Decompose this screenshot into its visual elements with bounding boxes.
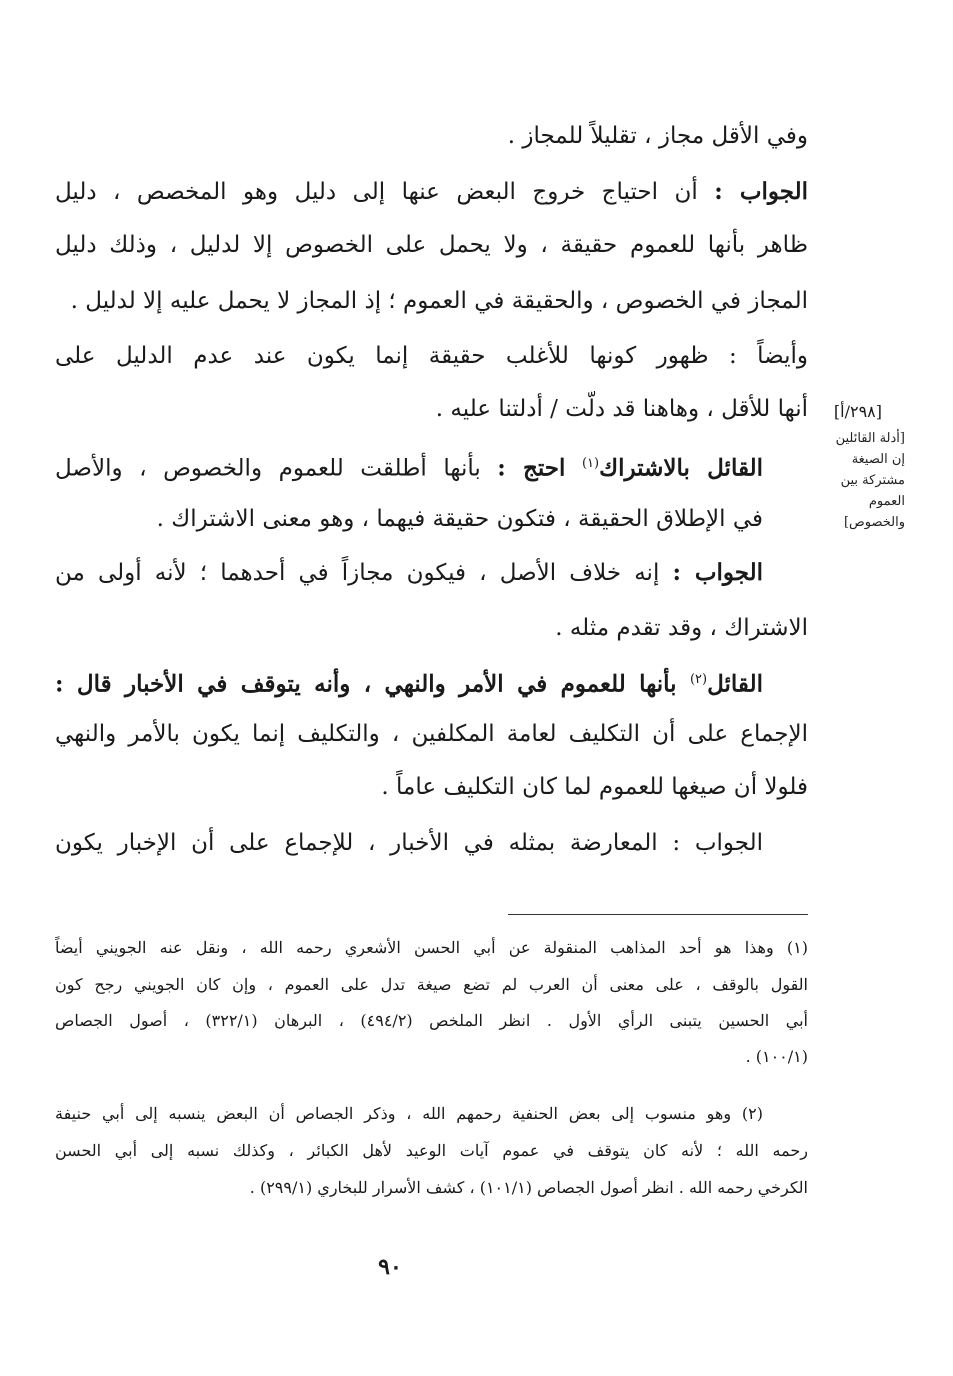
- footnote-ref-1[interactable]: (١): [581, 456, 600, 471]
- body-line-12: الإجماع على أن التكليف لعامة المكلفين ، والتكليف إنما يكون بالأمر والنهي: [55, 721, 808, 747]
- footnote-separator: [508, 914, 808, 915]
- margin-annotation: [815, 428, 905, 533]
- body-line-3: ظاهر بأنها للعموم حقيقة ، ولا يحمل على الخصوص إلا لدليل ، وذلك دليل: [55, 232, 808, 258]
- body-line-6: أنها للأقل ، وهاهنا قد دلّت / أدلتنا عليه .: [435, 396, 808, 422]
- section-heading-shared: القائل بالاشتراك: [599, 454, 763, 482]
- answer-label: الجواب :: [714, 178, 808, 205]
- margin-annotation-line: مشتركة بين: [840, 473, 905, 488]
- footnote-2-line-3: الكرخي رحمه الله . انظر أصول الجصاص (١٠١/١) ، كشف الأسرار للبخاري (٢٩٩/١) .: [249, 1178, 808, 1197]
- footnote-1-line-4: (١٠٠/١) .: [745, 1047, 808, 1066]
- answer-label: الجواب :: [672, 559, 763, 586]
- margin-annotation-line: العموم: [868, 494, 905, 509]
- footnote-1-line-2: القول بالوقف ، على معنى أن العرب لم تضع صيغة تدل على العموم ، وإن كان الجويني رجح كون: [55, 975, 808, 994]
- footnote-2-line-2: رحمه الله ؛ لأنه كان يتوقف في عموم آيات الوعيد لأهل الكبائر ، وكذلك نسبه إلى أبي الحسن: [55, 1141, 808, 1160]
- body-line-4: المجاز في الخصوص ، والحقيقة في العموم ؛ إذ المجاز لا يحمل عليه إلا لدليل .: [70, 288, 808, 314]
- margin-annotation-line: إن الصيغة: [851, 452, 905, 467]
- footnote-ref-2[interactable]: (٢): [689, 672, 708, 687]
- margin-annotation-line: [أدلة القائلين: [835, 431, 905, 446]
- footnote-1-line-1: (١) وهذا هو أحد المذاهب المنقولة عن أبي الحسن الأشعري رحمه الله ، ونقل عنه الجويني أيضاً: [55, 938, 808, 957]
- footnote-1-line-3: أبي الحسين يتبنى الرأي الأول . انظر الملخص (٤٩٤/٢) ، البرهان (٣٢٢/١) ، أصول الجصاص: [55, 1011, 808, 1030]
- body-line-1: وفي الأقل مجاز ، تقليلاً للمجاز .: [507, 123, 808, 149]
- body-line-10: الاشتراك ، وقد تقدم مثله .: [555, 615, 808, 641]
- body-line-5: وأيضاً : ظهور كونها للأغلب حقيقة إنما يكون عند عدم الدليل على: [55, 343, 808, 369]
- body-line-8: في الإطلاق الحقيقة ، فتكون حقيقة فيهما ، وهو معنى الاشتراك .: [156, 506, 763, 532]
- section-heading-general: القائل: [707, 670, 763, 698]
- body-line-11: القائل$^{(٢)}$ بأنها للعموم في الأمر والنهي ، وأنه يتوقف في الأخبار قال :: [55, 670, 763, 698]
- page-number: ٩٠: [378, 1254, 402, 1280]
- body-line-7: القائل بالاشتراك$^{(١)}$ احتج : بأنها أطلقت للعموم والخصوص ، والأصل: [55, 454, 763, 482]
- manuscript-folio-marker: [٢٩٨/أ]: [833, 402, 882, 421]
- footnote-2-line-1: (٢) وهو منسوب إلى بعض الحنفية رحمهم الله ، وذكر الجصاص أن البعض ينسبه إلى أبي حنيفة: [55, 1104, 763, 1123]
- body-line-9: الجواب : إنه خلاف الأصل ، فيكون مجازاً في أحدهما ؛ لأنه أولى من: [55, 559, 763, 586]
- margin-annotation-line: والخصوص]: [843, 515, 905, 530]
- body-line-13: فلولا أن صيغها للعموم لما كان التكليف عاماً .: [381, 774, 808, 800]
- body-line-14: الجواب : المعارضة بمثله في الأخبار ، للإجماع على أن الإخبار يكون: [55, 830, 763, 856]
- body-line-2: الجواب : أن احتياج خروج البعض عنها إلى دليل وهو المخصص ، دليل: [55, 178, 808, 205]
